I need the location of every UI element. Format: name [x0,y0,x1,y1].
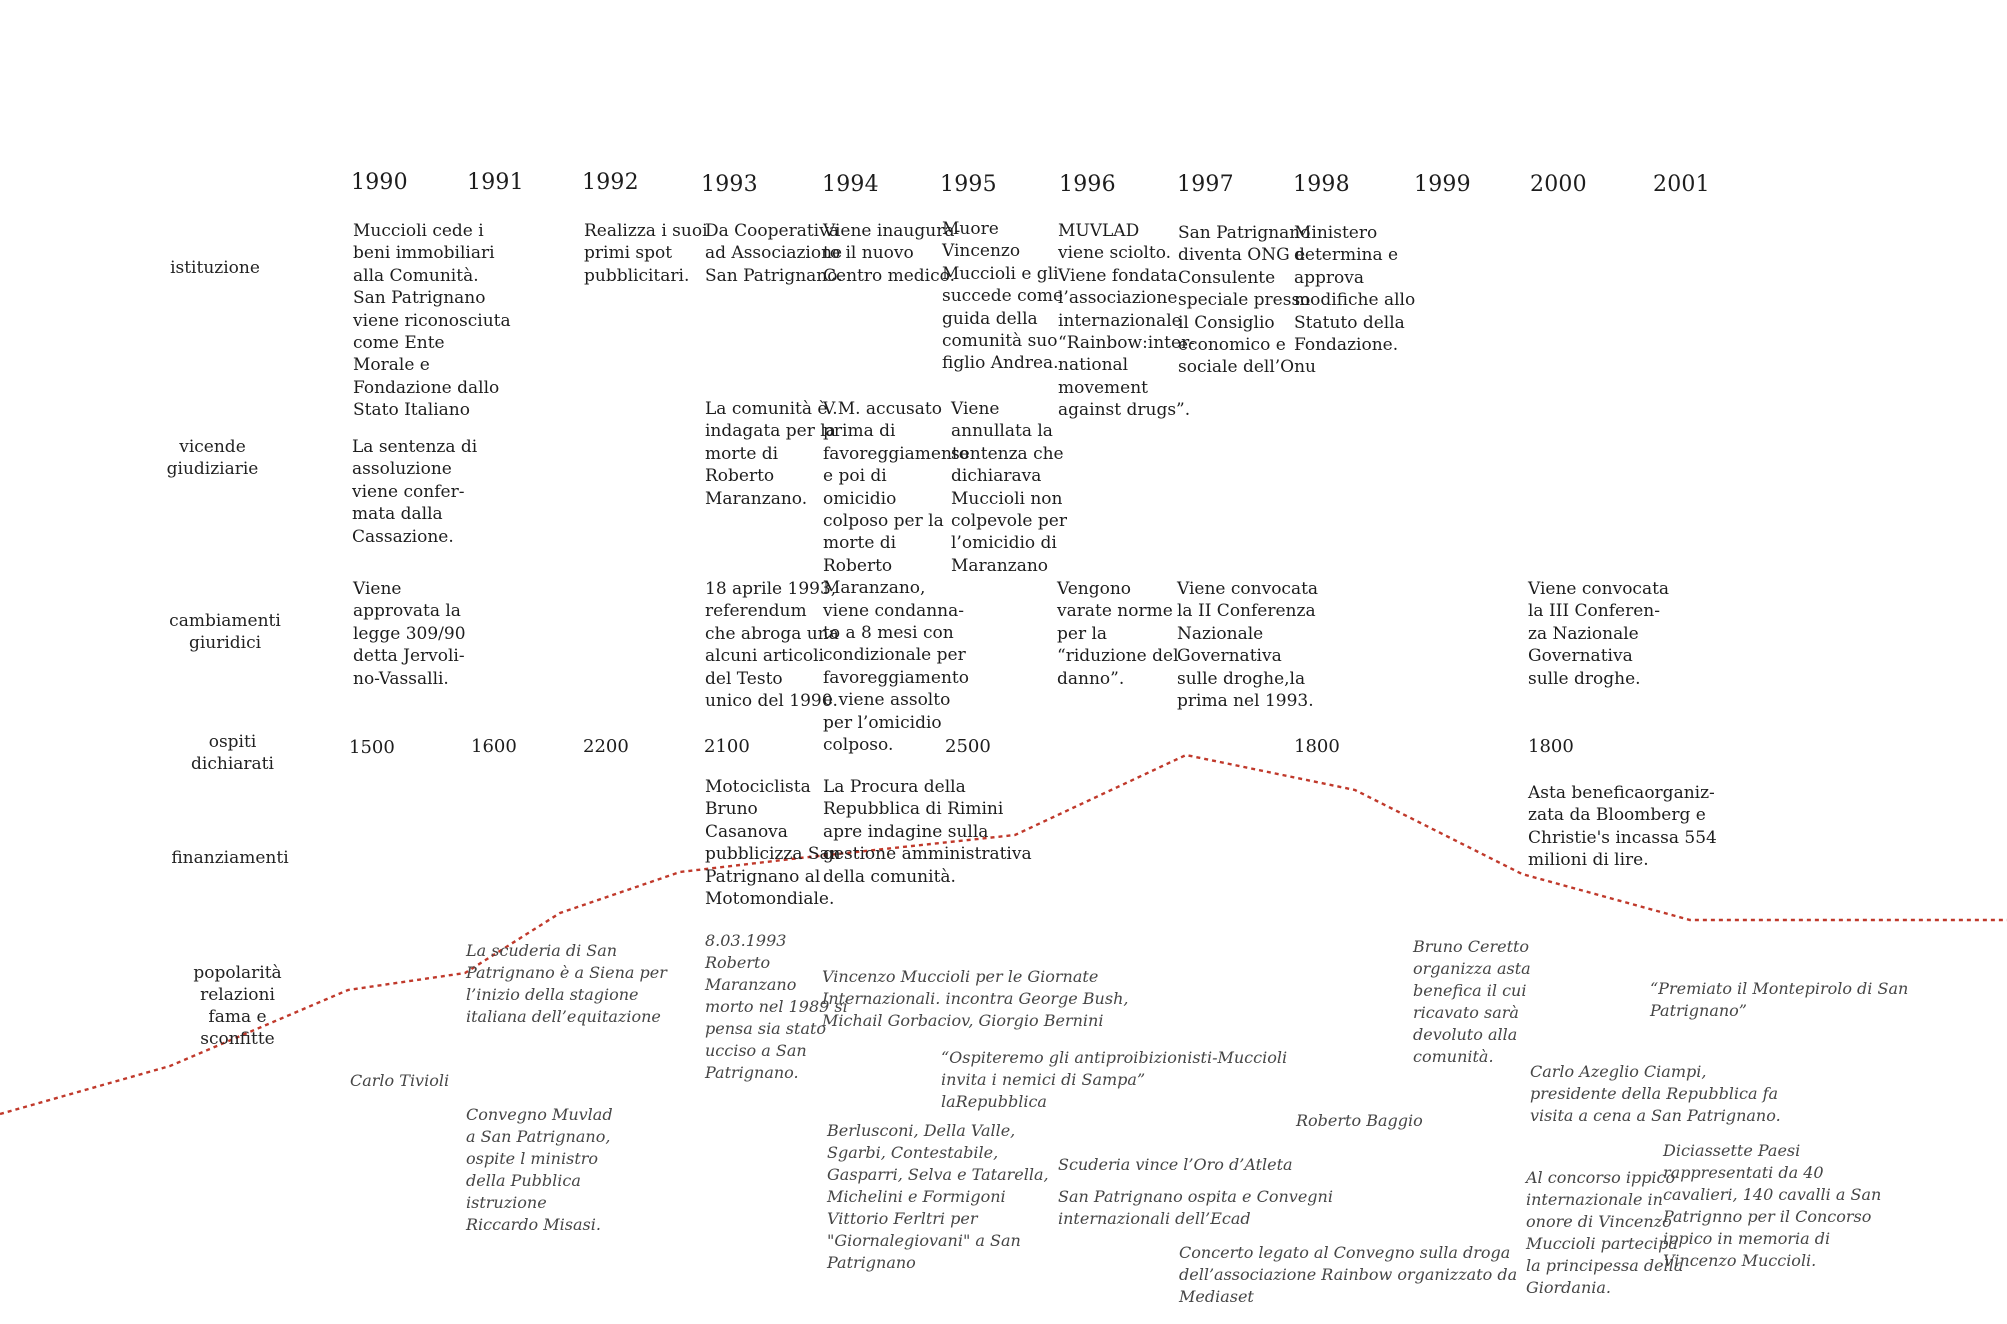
year-label-1991: 1991 [467,170,524,195]
finanziamenti-2000: Asta beneficaorganiz- zata da Bloomberg e Christie's incassa 554 milioni di lire. [1528,783,1717,871]
istituzione-1997: San Patrignano diventa ONG e Consulente speciale presso il Consiglio economico e sociale dell’Onu [1178,223,1317,378]
note-concorso-ippico: Al concorso ippico internazionale in onore di Vincenzo Muccioli partecipa la principessa della Giordania. [1526,1168,1684,1297]
vicende-1995: Viene annullata la sentenza che dichiarava Muccioli non colpevole per l’omicidio di Maranzano [951,399,1067,576]
year-label-1990: 1990 [351,170,408,195]
year-label-2000: 2000 [1530,172,1587,197]
year-label-1996: 1996 [1059,172,1116,197]
row-label-finanziamenti: finanziamenti [171,848,289,868]
finanziamenti-1993: Motociclista Bruno Casanova pubblicizza San Patrignano al Motomondiale. [705,777,841,910]
note-scuderia-siena: La scuderia di San Patrignano è a Siena per l’inizio della stagione italiana dell’equitazione [466,941,667,1026]
row-label-cambiamenti-giuridici: cambiamenti giuridici [169,611,281,653]
year-label-1995: 1995 [940,172,997,197]
ospiti-1992: 2200 [583,736,629,757]
ospiti-1998: 1800 [1294,736,1340,757]
row-label-vicende-giudiziarie: vicende giudiziarie [166,437,259,479]
istituzione-1996: MUVLAD viene sciolto. Viene fondata l’associazione internazionale “Rainbow:inter- national movement against drugs”. [1058,221,1195,421]
note-convegno-muvlad: Convegno Muvlad a San Patrignano, ospite l ministro della Pubblica istruzione Riccardo Misasi. [466,1105,613,1234]
note-maranzano: 8.03.1993 Roberto Maranzano morto nel 1989 si pensa sia stato ucciso a San Patrignano. [705,931,848,1082]
year-label-1994: 1994 [822,172,879,197]
row-label-ospiti-dichiarati: ospiti dichiarati [191,732,274,774]
note-berlusconi: Berlusconi, Della Valle, Sgarbi, Contestabile, Gasparri, Selva e Tatarella, Michelini e Formigoni Vittorio Ferltri per "Giornalegiovani" a San Patrignano [827,1121,1049,1272]
ospiti-1993: 2100 [704,736,750,757]
note-diciassette-paesi: Diciassette Paesi rappresentati da 40 cavalieri, 140 cavalli a San Patrignno per il Concorso ippico in memoria di Vincenzo Muccioli. [1663,1141,1882,1270]
istituzione-1998: Ministero determina e approva modifiche allo Statuto della Fondazione. [1294,223,1416,356]
year-label-1999: 1999 [1414,172,1471,197]
cambiamenti-1997: Viene convocata la II Conferenza Nazionale Governativa sulle droghe,la prima nel 1993. [1177,579,1319,712]
istituzione-1994: Viene inaugura- to il nuovo Centro medico. [823,221,961,286]
ospiti-2000: 1800 [1528,736,1574,757]
ospiti-1995: 2500 [945,736,991,757]
istituzione-1993: Da Cooperativa ad Associazione San Patrignano. [705,221,843,286]
ospiti-1991: 1600 [471,736,517,757]
istituzione-1992: Realizza i suoi primi spot pubblicitari. [584,221,708,286]
note-roberto-baggio: Roberto Baggio [1296,1111,1423,1130]
year-label-2001: 2001 [1653,172,1710,197]
istituzione-1990: Muccioli cede i beni immobiliari alla Comunità. San Patrignano viene riconosciuta come Ente Morale e Fondazione dallo Stato Italiano [353,221,511,421]
cambiamenti-1996: Vengono varate norme per la “riduzione del danno”. [1057,579,1179,689]
cambiamenti-2000: Viene convocata la III Conferen- za Nazionale Governativa sulle droghe. [1528,579,1670,689]
istituzione-1995: Muore Vincenzo Muccioli e gli succede come guida della comunità suo figlio Andrea. [942,219,1064,374]
row-label-istituzione: istituzione [170,258,260,278]
note-bruno-ceretto: Bruno Ceretto organizza asta benefica il cui ricavato sarà devoluto alla comunità. [1413,937,1531,1066]
year-label-1998: 1998 [1293,172,1350,197]
note-ospiteremo: “Ospiteremo gli antiproibizionisti-Muccioli invita i nemici di Sampa” laRepubblica [941,1048,1288,1111]
year-label-1992: 1992 [582,170,639,195]
note-oro-atleta: Scuderia vince l’Oro d’Atleta [1058,1155,1293,1174]
note-ecad: San Patrignano ospita e Convegni internazionali dell’Ecad [1058,1187,1333,1228]
note-giornate-internazionali: Vincenzo Muccioli per le Giornate Internazionali. incontra George Bush, Michail Gorbaciov, Giorgio Bernini [822,967,1129,1030]
vicende-1994: V.M. accusato prima di favoreggiamento e poi di omicidio colposo per la morte di Roberto Maranzano, viene condanna- to a 8 mesi con condizionale per favoreggiamento e viene assolto per l’omicidio colposo. [823,399,969,756]
finanziamenti-1994: La Procura della Repubblica di Rimini apre indagine sulla gestione amministrativa della comunità. [823,777,1032,887]
note-carlo-tivioli: Carlo Tivioli [350,1071,450,1090]
year-label-1993: 1993 [701,172,758,197]
note-carlo-azeglio-ciampi: Carlo Azeglio Ciampi, presidente della Repubblica fa visita a cena a San Patrignano. [1530,1062,1781,1125]
vicende-1990: La sentenza di assoluzione viene confer- mata dalla Cassazione. [352,437,478,547]
note-concerto: Concerto legato al Convegno sulla droga dell’associazione Rainbow organizzato da Mediaset [1179,1243,1518,1306]
cambiamenti-1993: 18 aprile 1993, referendum che abroga una alcuni articoli del Testo unico del 1990. [705,579,839,712]
year-label-1997: 1997 [1177,172,1234,197]
vicende-1993: La comunità è indagata per la morte di Roberto Maranzano. [705,399,836,509]
row-label-popolarita: popolarità relazioni fama e sconfitte [193,963,282,1049]
ospiti-1990: 1500 [349,737,395,758]
cambiamenti-1990: Viene approvata la legge 309/90 detta Jervoli- no-Vassalli. [353,579,466,689]
note-montepirolo: “Premiato il Montepirolo di San Patrignano” [1650,979,1909,1020]
